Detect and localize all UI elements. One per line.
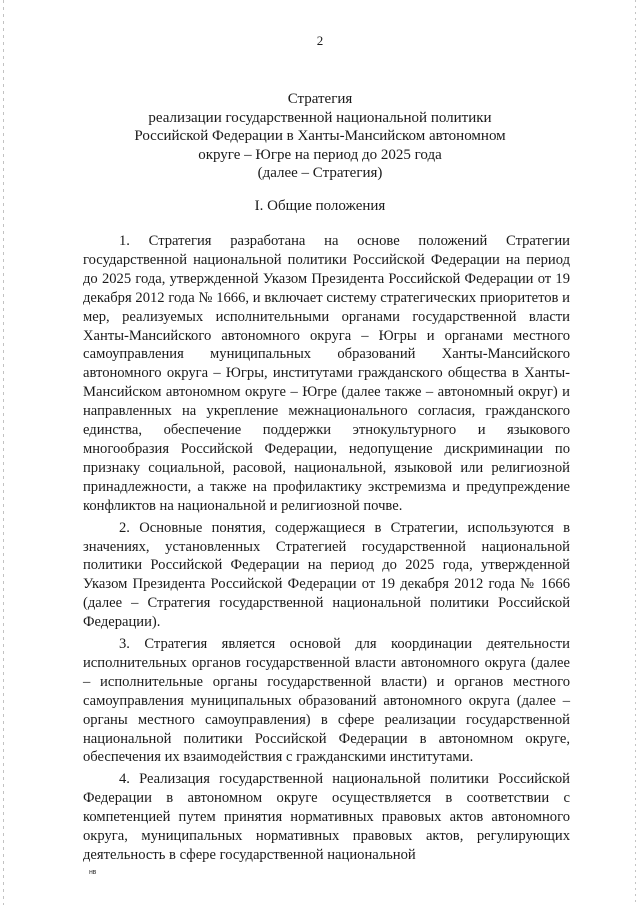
paragraph-4: 4. Реализация государственной национальной политики Российской Федерации в автономном округе осуществляется в соответствии с компетенцией путем принятия нормативных правовых актов автономного округа, муниципальных нормативных правовых актов, регулирующих деятельность в сфере государственной национальной — [83, 771, 570, 863]
title-line: Российской Федерации в Ханты-Мансийском автономном — [134, 128, 506, 144]
title-line: Стратегия — [287, 91, 353, 107]
footer-initials: нв — [89, 869, 96, 876]
title-line: реализации государственной национальной политики — [148, 109, 492, 126]
scan-edge-left — [3, 0, 4, 905]
paragraph-2: 2. Основные понятия, содержащиеся в Стратегии, используются в значениях, установленных Стратегией государственной национальной политики Российской Федерации на период до 2025 года, утвержденной Указом Президента Российской Федерации от 19 декабря 2012 года № 1666 (далее – Стратегия государственной национальной политики Российской Федерации). — [83, 519, 570, 631]
section-heading: I. Общие положения — [254, 198, 386, 214]
page-number: 2 — [316, 33, 324, 48]
paragraph-3: 3. Стратегия является основой для координации деятельности исполнительных органов государственной власти автономного округа (далее – исполнительные органы государственной власти) и органов местного самоуправления муниципальных образований автономного округа (далее – органы местного самоуправления) в сфере реализации государственной национальной политики Российской Федерации в автономном округе, обеспечения их взаимодействия с гражданскими институтами. — [83, 636, 570, 766]
title-line: (далее – Стратегия) — [257, 165, 383, 181]
scan-edge-right — [635, 0, 636, 905]
paragraph-1: 1. Стратегия разработана на основе положений Стратегии государственной национальной политики Российской Федерации на период до 2025 года, утвержденной Указом Президента Российской Федерации от 19 декабря 2012 года № 1666, и включает систему стратегических приоритетов и мер, реализуемых исполнительными органами государственной власти Ханты-Мансийского автономного округа – Югры и органами местного самоуправления муниципальных образований Ханты-Мансийского автономного округа – Югры, институтами гражданского общества в Ханты-Мансийском автономном округе – Югре (далее также – автономный округ) и направленных на укрепление межнационального согласия, гражданского единства, обеспечение поддержки этнокультурного и языкового многообразия Российской Федерации, недопущение дискриминации по признаку социальной, расовой, национальной, языковой или религиозной принадлежности, а также на профилактику экстремизма и предупреждение конфликтов на национальной и религиозной почве. — [83, 233, 570, 514]
body-text — [83, 232, 570, 868]
document-title — [80, 90, 560, 183]
title-line: округе – Югре на период до 2025 года — [198, 146, 442, 163]
